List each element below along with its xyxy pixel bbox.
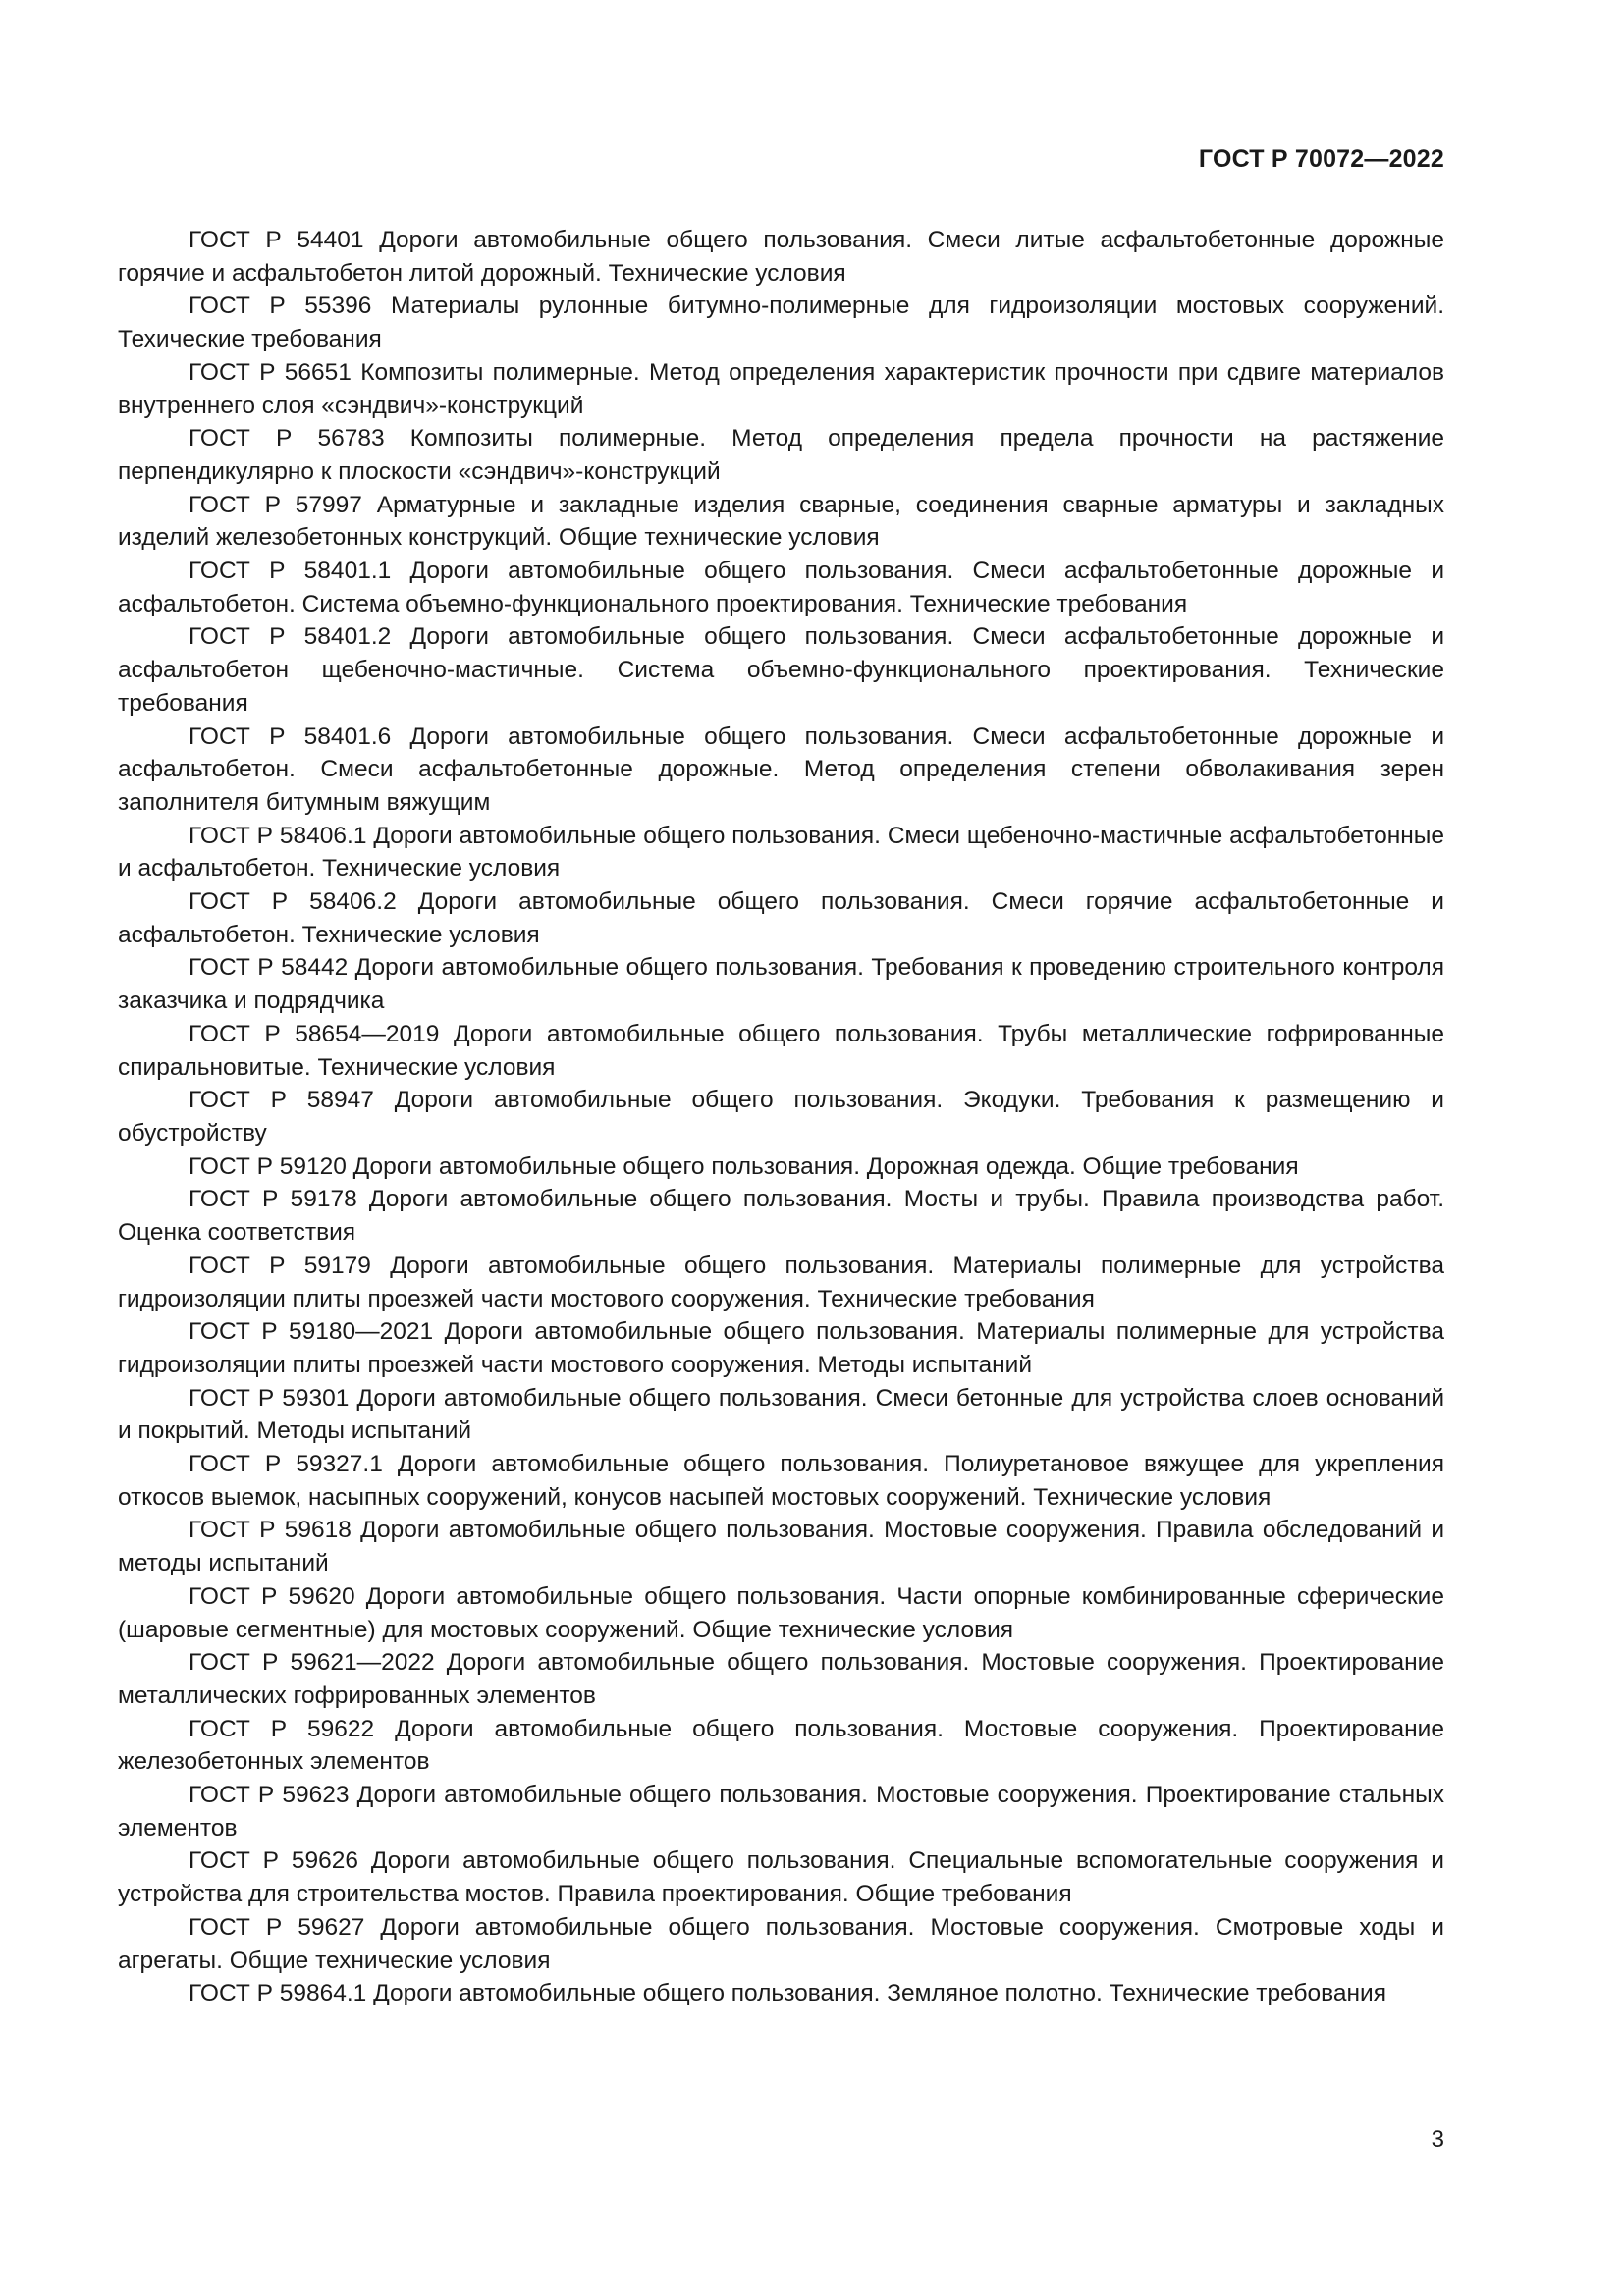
reference-item: ГОСТ Р 59626 Дороги автомобильные общего пользования. Специальные вспомогательные сооружения и устройства для строительства мостов. Правила проектирования. Общие требования	[118, 1847, 1444, 1908]
reference-item: ГОСТ Р 59178 Дороги автомобильные общего пользования. Мосты и трубы. Правила производства работ. Оценка соответствия	[118, 1186, 1444, 1247]
reference-item: ГОСТ Р 58442 Дороги автомобильные общего пользования. Требования к проведению строительного контроля заказчика и подрядчика	[118, 954, 1444, 1015]
reference-item: ГОСТ Р 59864.1 Дороги автомобильные общего пользования. Земляное полотно. Технические требования	[189, 1980, 1386, 2007]
reference-item: ГОСТ Р 58947 Дороги автомобильные общего пользования. Экодуки. Требования к размещению и обустройству	[118, 1087, 1444, 1147]
normative-references-list	[118, 224, 1444, 2010]
reference-item: ГОСТ Р 58401.2 Дороги автомобильные общего пользования. Смеси асфальтобетонные дорожные и асфальтобетон щебеночно-мастичные. Система объемно-функционального проектирования. Технические требования	[118, 623, 1444, 717]
reference-item: ГОСТ Р 59622 Дороги автомобильные общего пользования. Мостовые сооружения. Проектирование железобетонных элементов	[118, 1715, 1444, 1776]
reference-item: ГОСТ Р 58406.1 Дороги автомобильные общего пользования. Смеси щебеночно-мастичные асфальтобетонные и асфальтобетон. Технические условия	[118, 822, 1444, 882]
reference-item: ГОСТ Р 54401 Дороги автомобильные общего пользования. Смеси литые асфальтобетонные дорожные горячие и асфальтобетон литой дорожный. Технические условия	[118, 227, 1444, 287]
reference-item: ГОСТ Р 56783 Композиты полимерные. Метод определения предела прочности на растяжение перпендикулярно к плоскости «сэндвич»-конструкций	[118, 425, 1444, 485]
reference-item: ГОСТ Р 59301 Дороги автомобильные общего пользования. Смеси бетонные для устройства слоев оснований и покрытий. Методы испытаний	[118, 1384, 1444, 1445]
reference-item: ГОСТ Р 59620 Дороги автомобильные общего пользования. Части опорные комбинированные сферические (шаровые сегментные) для мостовых сооружений. Общие технические условия	[118, 1582, 1444, 1643]
reference-item: ГОСТ Р 57997 Арматурные и закладные изделия сварные, соединения сварные арматуры и закладных изделий железобетонных конструкций. Общие технические условия	[118, 491, 1444, 552]
page-number: 3	[1431, 2126, 1444, 2153]
reference-item: ГОСТ Р 59627 Дороги автомобильные общего пользования. Мостовые сооружения. Смотровые ходы и агрегаты. Общие технические условия	[118, 1913, 1444, 1974]
reference-item: ГОСТ Р 59120 Дороги автомобильные общего пользования. Дорожная одежда. Общие требования	[189, 1152, 1299, 1180]
reference-item: ГОСТ Р 58654—2019 Дороги автомобильные общего пользования. Трубы металлические гофрированные спиральновитые. Технические условия	[118, 1020, 1444, 1081]
reference-item: ГОСТ Р 59621—2022 Дороги автомобильные общего пользования. Мостовые сооружения. Проектирование металлических гофрированных элементов	[118, 1649, 1444, 1709]
reference-item: ГОСТ Р 59327.1 Дороги автомобильные общего пользования. Полиуретановое вяжущее для укрепления откосов выемок, насыпных сооружений, конусов насыпей мостовых сооружений. Технические условия	[118, 1451, 1444, 1511]
reference-item: ГОСТ Р 59180—2021 Дороги автомобильные общего пользования. Материалы полимерные для устройства гидроизоляции плиты проезжей части мостового сооружения. Методы испытаний	[118, 1318, 1444, 1378]
reference-item: ГОСТ Р 59179 Дороги автомобильные общего пользования. Материалы полимерные для устройства гидроизоляции плиты проезжей части мостового сооружения. Технические требования	[118, 1252, 1444, 1312]
reference-item: ГОСТ Р 59618 Дороги автомобильные общего пользования. Мостовые сооружения. Правила обследований и методы испытаний	[118, 1517, 1444, 1577]
reference-item: ГОСТ Р 58406.2 Дороги автомобильные общего пользования. Смеси горячие асфальтобетонные и асфальтобетон. Технические условия	[118, 888, 1444, 948]
reference-item: ГОСТ Р 58401.6 Дороги автомобильные общего пользования. Смеси асфальтобетонные дорожные и асфальтобетон. Смеси асфальтобетонные дорожные. Метод определения степени обволакивания зерен заполнителя битумным вяжущим	[118, 722, 1444, 816]
reference-item: ГОСТ Р 56651 Композиты полимерные. Метод определения характеристик прочности при сдвиге материалов внутреннего слоя «сэндвич»-конструкций	[118, 358, 1444, 419]
reference-item: ГОСТ Р 58401.1 Дороги автомобильные общего пользования. Смеси асфальтобетонные дорожные и асфальтобетон. Система объемно-функционального проектирования. Технические требования	[118, 558, 1444, 617]
reference-item: ГОСТ Р 55396 Материалы рулонные битумно-полимерные для гидроизоляции мостовых сооружений. Техические требования	[118, 293, 1444, 353]
document-code: ГОСТ Р 70072—2022	[1198, 145, 1444, 173]
reference-item: ГОСТ Р 59623 Дороги автомобильные общего пользования. Мостовые сооружения. Проектирование стальных элементов	[118, 1782, 1444, 1842]
